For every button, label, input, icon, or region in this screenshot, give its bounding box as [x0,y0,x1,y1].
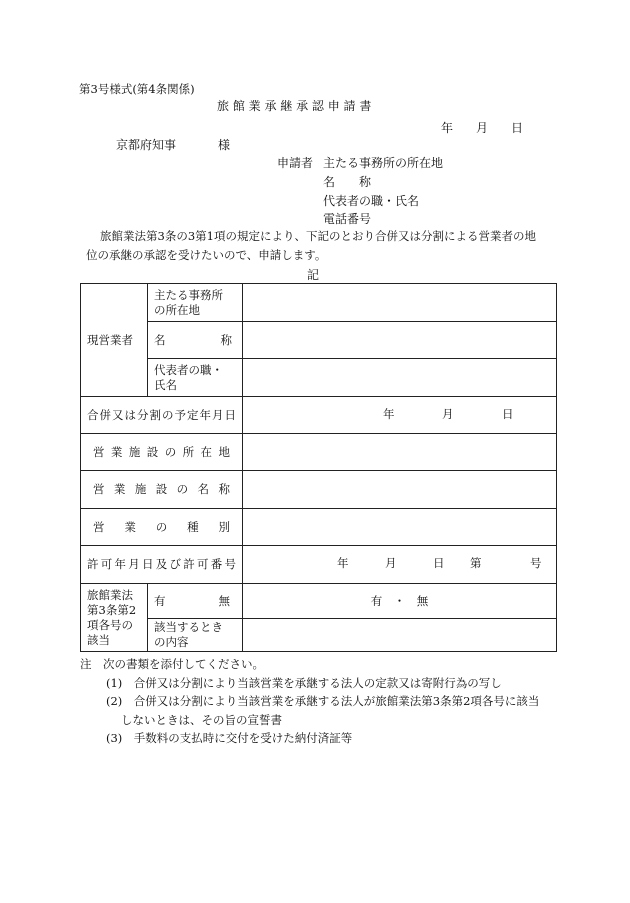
permit-value[interactable] [243,546,557,584]
office-address-value[interactable] [243,284,557,322]
application-table [80,283,557,652]
operator-name-label: 名 称 [148,322,243,359]
merger-date-value[interactable] [243,397,557,434]
notes [80,655,540,748]
merger-month: 月 [442,406,454,421]
permit-day: 日 [433,556,445,570]
applicant-phone: 電話番号 [323,212,372,226]
applicant-label: 申請者 [277,156,314,170]
yes-no-value[interactable]: 有 ・ 無 [243,584,557,619]
merger-year: 年 [383,406,395,421]
addressee-name: 京都府知事 [116,138,177,152]
permit-month: 月 [385,556,397,570]
applicant-rep: 代表者の職・氏名 [323,194,420,208]
merger-date-label: 合 併 又 は 分 割 の 予 定 年 月 日 [81,397,243,434]
applicable-content-value[interactable] [243,619,557,652]
facility-name-value[interactable] [243,471,557,509]
current-operator-label: 現営業者 [81,284,148,397]
note-item-2: (2) 合併又は分割により当該営業を承継する法人が旅館業法第3条第2項各号に該当 [106,694,540,708]
applicable-content-label: 該当するとき の内容 [148,619,243,652]
yes-no-label: 有 無 [148,584,243,619]
notes-header: 注 次の書類を添付してください。 [80,657,264,671]
permit-no-suffix: 号 [530,556,542,570]
facility-address-label: 営 業 施 設 の 所 在 地 [81,434,243,471]
permit-label: 許 可 年 月 日 及 び 許 可 番 号 [81,546,243,584]
ki-mark: 記 [307,268,320,282]
date-day: 日 [511,121,524,135]
addressee-honorific: 様 [218,138,231,152]
law-applicability-label: 旅館業法 第3条第2 項各号の 該当 [81,584,148,652]
note-item-3: (3) 手数料の支払時に交付を受けた納付済証等 [106,731,353,745]
rep-label: 代表者の職・ 氏名 [148,359,243,397]
note-item-1: (1) 合併又は分割により当該営業を承継する法人の定款又は寄附行為の写し [106,675,502,690]
business-type-label: 営 業 の 種 別 [81,509,243,546]
body-line-1: 旅館業法第3条の3第1項の規定により、下記のとおり合併又は分割による営業者の地 [100,229,536,243]
business-type-value[interactable] [243,509,557,546]
applicant-name: 名 称 [323,175,372,189]
facility-name-label: 営 業 施 設 の 名 称 [81,471,243,509]
date-year: 年 [441,121,454,135]
date-month: 月 [476,121,489,135]
permit-year: 年 [337,556,349,570]
facility-address-value[interactable] [243,434,557,471]
rep-value[interactable] [243,359,557,397]
office-address-label: 主たる事務所 の所在地 [148,284,243,322]
form-title: 旅 館 業 承 継 承 認 申 請 書 [217,99,372,113]
operator-name-value[interactable] [243,322,557,359]
body-line-2: 位の承継の承認を受けたいので、申請します。 [86,248,327,262]
applicant-address: 主たる事務所の所在地 [323,156,444,170]
permit-no-prefix: 第 [470,556,482,570]
merger-day: 日 [502,406,514,421]
form-number: 第3号様式(第4条関係) [79,82,195,96]
note-item-2-cont: しないときは、その旨の宣誓書 [121,712,282,727]
